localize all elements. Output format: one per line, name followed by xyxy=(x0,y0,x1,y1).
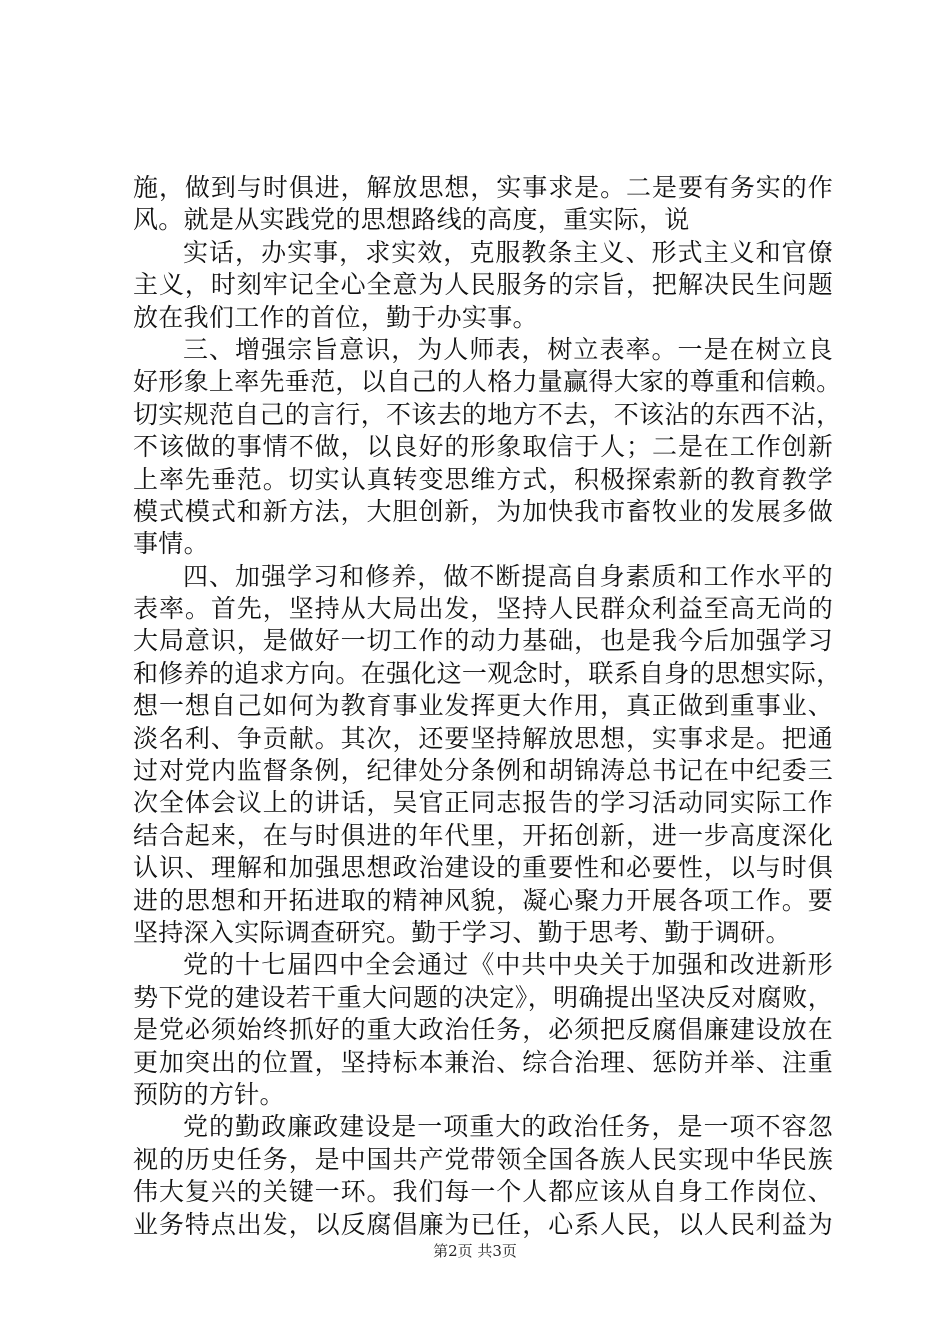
text-line: 更加突出的位置，坚持标本兼治、综合治理、惩防并举、注重 xyxy=(133,1047,833,1077)
text-line: 表率。首先，坚持从大局出发，坚持人民群众利益至高无尚的 xyxy=(133,594,833,624)
page-footer: 第2页 共3页 xyxy=(433,1242,517,1260)
document-body xyxy=(133,172,842,1241)
text-line: 四、加强学习和修养，做不断提高自身素质和工作水平的 xyxy=(183,561,833,591)
text-line: 大局意识，是做好一切工作的动力基础，也是我今后加强学习 xyxy=(133,626,833,656)
text-line: 结合起来，在与时俱进的年代里，开拓创新，进一步高度深化 xyxy=(133,820,833,850)
text-line: 视的历史任务，是中国共产党带领全国各族人民实现中华民族 xyxy=(133,1144,833,1174)
text-line: 过对党内监督条例，纪律处分条例和胡锦涛总书记在中纪委三 xyxy=(133,756,833,786)
text-line: 风。就是从实践党的思想路线的高度，重实际，说 xyxy=(133,205,690,235)
text-line: 模式模式和新方法，大胆创新，为加快我市畜牧业的发展多做 xyxy=(133,496,833,526)
text-line: 实话，办实事，求实效，克服教条主义、形式主义和官僚 xyxy=(183,237,833,267)
text-line: 事情。 xyxy=(133,529,209,559)
text-line: 次全体会议上的讲话，吴官正同志报告的学习活动同实际工作 xyxy=(133,788,833,818)
text-line: 淡名利、争贡献。其次，还要坚持解放思想，实事求是。把通 xyxy=(133,723,833,753)
text-line: 坚持深入实际调查研究。勤于学习、勤于思考、勤于调研。 xyxy=(133,917,791,947)
text-line: 施，做到与时俱进，解放思想，实事求是。二是要有务实的作 xyxy=(133,173,833,202)
text-line: 好形象上率先垂范，以自己的人格力量赢得大家的尊重和信赖。 xyxy=(133,367,842,397)
text-line: 伟大复兴的关键一环。我们每一个人都应该从自身工作岗位、 xyxy=(133,1177,833,1207)
text-line: 业务特点出发，以反腐倡廉为已任，心系人民，以人民利益为 xyxy=(133,1209,833,1239)
text-line: 党的勤政廉政建设是一项重大的政治任务，是一项不容忽 xyxy=(183,1112,833,1142)
text-line: 放在我们工作的首位，勤于办实事。 xyxy=(133,302,538,332)
text-line: 预防的方针。 xyxy=(133,1079,285,1109)
text-line: 切实规范自己的言行，不该去的地方不去，不该沾的东西不沾， xyxy=(133,399,842,429)
text-line: 党的十七届四中全会通过《中共中央关于加强和改进新形 xyxy=(183,950,833,980)
text-line: 想一想自己如何为教育事业发挥更大作用，真正做到重事业、 xyxy=(133,691,833,721)
text-line: 三、增强宗旨意识，为人师表，树立表率。一是在树立良 xyxy=(183,334,833,364)
text-line: 进的思想和开拓进取的精神风貌，凝心聚力开展各项工作。要 xyxy=(133,885,833,915)
text-line: 主义，时刻牢记全心全意为人民服务的宗旨，把解决民生问题 xyxy=(133,270,833,300)
text-line: 不该做的事情不做，以良好的形象取信于人；二是在工作创新 xyxy=(133,432,833,462)
text-line: 势下党的建设若干重大问题的决定》，明确提出坚决反对腐败， xyxy=(133,982,833,1012)
text-line: 是党必须始终抓好的重大政治任务，必须把反腐倡廉建设放在 xyxy=(133,1015,833,1045)
text-line: 认识、理解和加强思想政治建设的重要性和必要性，以与时俱 xyxy=(133,853,833,883)
text-line: 上率先垂范。切实认真转变思维方式，积极探索新的教育教学 xyxy=(133,464,833,494)
text-line: 和修养的追求方向。在强化这一观念时，联系自身的思想实际， xyxy=(133,658,842,688)
